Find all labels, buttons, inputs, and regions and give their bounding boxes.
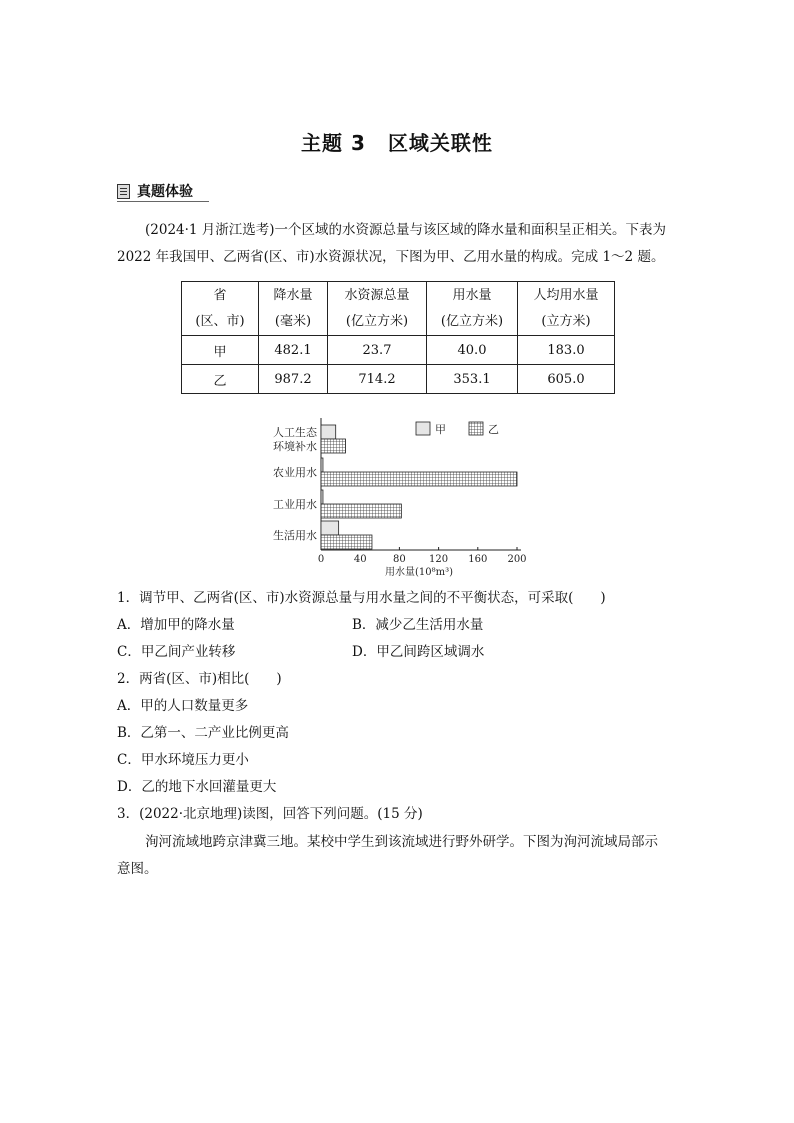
legend-label: 甲 xyxy=(435,423,446,436)
option-b: B．乙第一、二产业比例更高 xyxy=(117,725,289,741)
option-c: C．甲水环境压力更小 xyxy=(117,752,249,768)
bar-yi xyxy=(321,439,346,453)
table-cell: 987.2 xyxy=(259,365,328,394)
category-label: 人工生态 xyxy=(273,426,317,439)
bar-jia xyxy=(321,521,339,535)
page-title: 主题 3 区域关联性 xyxy=(301,131,493,155)
table-cell: 482.1 xyxy=(259,336,328,365)
bar-jia xyxy=(321,458,323,472)
question-3: 3．(2022·北京地理)读图，回答下列问题。(15 分) xyxy=(117,806,423,822)
table-cell: 23.7 xyxy=(328,336,427,365)
table-cell: 183.0 xyxy=(518,336,615,365)
legend-swatch xyxy=(416,422,430,435)
legend-swatch xyxy=(469,422,483,435)
table-header-cell: 水资源总量 (亿立方米) xyxy=(328,282,427,336)
intro-line-2: 2022 年我国甲、乙两省(区、市)水资源状况，下图为甲、乙用水量的构成。完成 1～2 题。 xyxy=(117,249,665,265)
bar-yi xyxy=(321,535,372,549)
option-b: B．减少乙生活用水量 xyxy=(352,617,484,633)
category-label: 生活用水 xyxy=(273,529,317,542)
table-header-cell: 省 (区、市) xyxy=(182,282,259,336)
legend-label: 乙 xyxy=(488,423,499,436)
table-header-cell: 降水量 (毫米) xyxy=(259,282,328,336)
table-cell: 605.0 xyxy=(518,365,615,394)
bar-yi xyxy=(321,504,401,518)
bar-jia xyxy=(321,490,323,504)
bar-jia xyxy=(321,425,336,439)
question-3-paragraph xyxy=(117,829,677,883)
table-cell: 353.1 xyxy=(427,365,518,394)
category-label: 农业用水 xyxy=(273,466,317,479)
question-1 xyxy=(117,585,606,612)
x-axis-label: 用水量(10⁸m³) xyxy=(384,567,454,578)
x-tick-label: 0 xyxy=(317,554,325,565)
x-tick-label: 80 xyxy=(393,554,406,565)
option-a: A．甲的人口数量更多 xyxy=(117,698,249,714)
q3-line-1: 洵河流域地跨京津冀三地。某校中学生到该流域进行野外研学。下图为洵河流域局部示 xyxy=(145,834,658,850)
intro-line-1: (2024·1 月浙江选考)一个区域的水资源总量与该区域的降水量和面积呈正相关。下表为 xyxy=(145,222,667,238)
option-a: A．增加甲的降水量 xyxy=(117,617,235,633)
question-stem: 1．调节甲、乙两省(区、市)水资源总量与用水量之间的不平衡状态，可采取( ) xyxy=(117,590,606,606)
category-label: 工业用水 xyxy=(273,498,317,511)
table-cell: 甲 xyxy=(182,336,259,365)
x-tick-label: 40 xyxy=(353,554,367,565)
option-d: D．乙的地下水回灌量更大 xyxy=(117,779,277,795)
option-c: C．甲乙间产业转移 xyxy=(117,644,236,660)
q3-line-2: 意图。 xyxy=(117,861,158,877)
option-d: D．甲乙间跨区域调水 xyxy=(352,644,485,660)
table-cell: 40.0 xyxy=(427,336,518,365)
x-tick-label: 120 xyxy=(429,554,449,565)
table-header-cell: 人均用水量 (立方米) xyxy=(518,282,615,336)
section-label: 真题体验 xyxy=(137,184,193,200)
table-cell: 714.2 xyxy=(328,365,427,394)
table-header-cell: 用水量 (亿立方米) xyxy=(427,282,518,336)
category-label: 环境补水 xyxy=(273,440,317,453)
question-2: 2．两省(区、市)相比( ) xyxy=(117,671,282,687)
bar-yi xyxy=(321,472,517,486)
x-tick-label: 200 xyxy=(507,554,527,565)
x-tick-label: 160 xyxy=(468,554,488,565)
table-cell: 乙 xyxy=(182,365,259,394)
